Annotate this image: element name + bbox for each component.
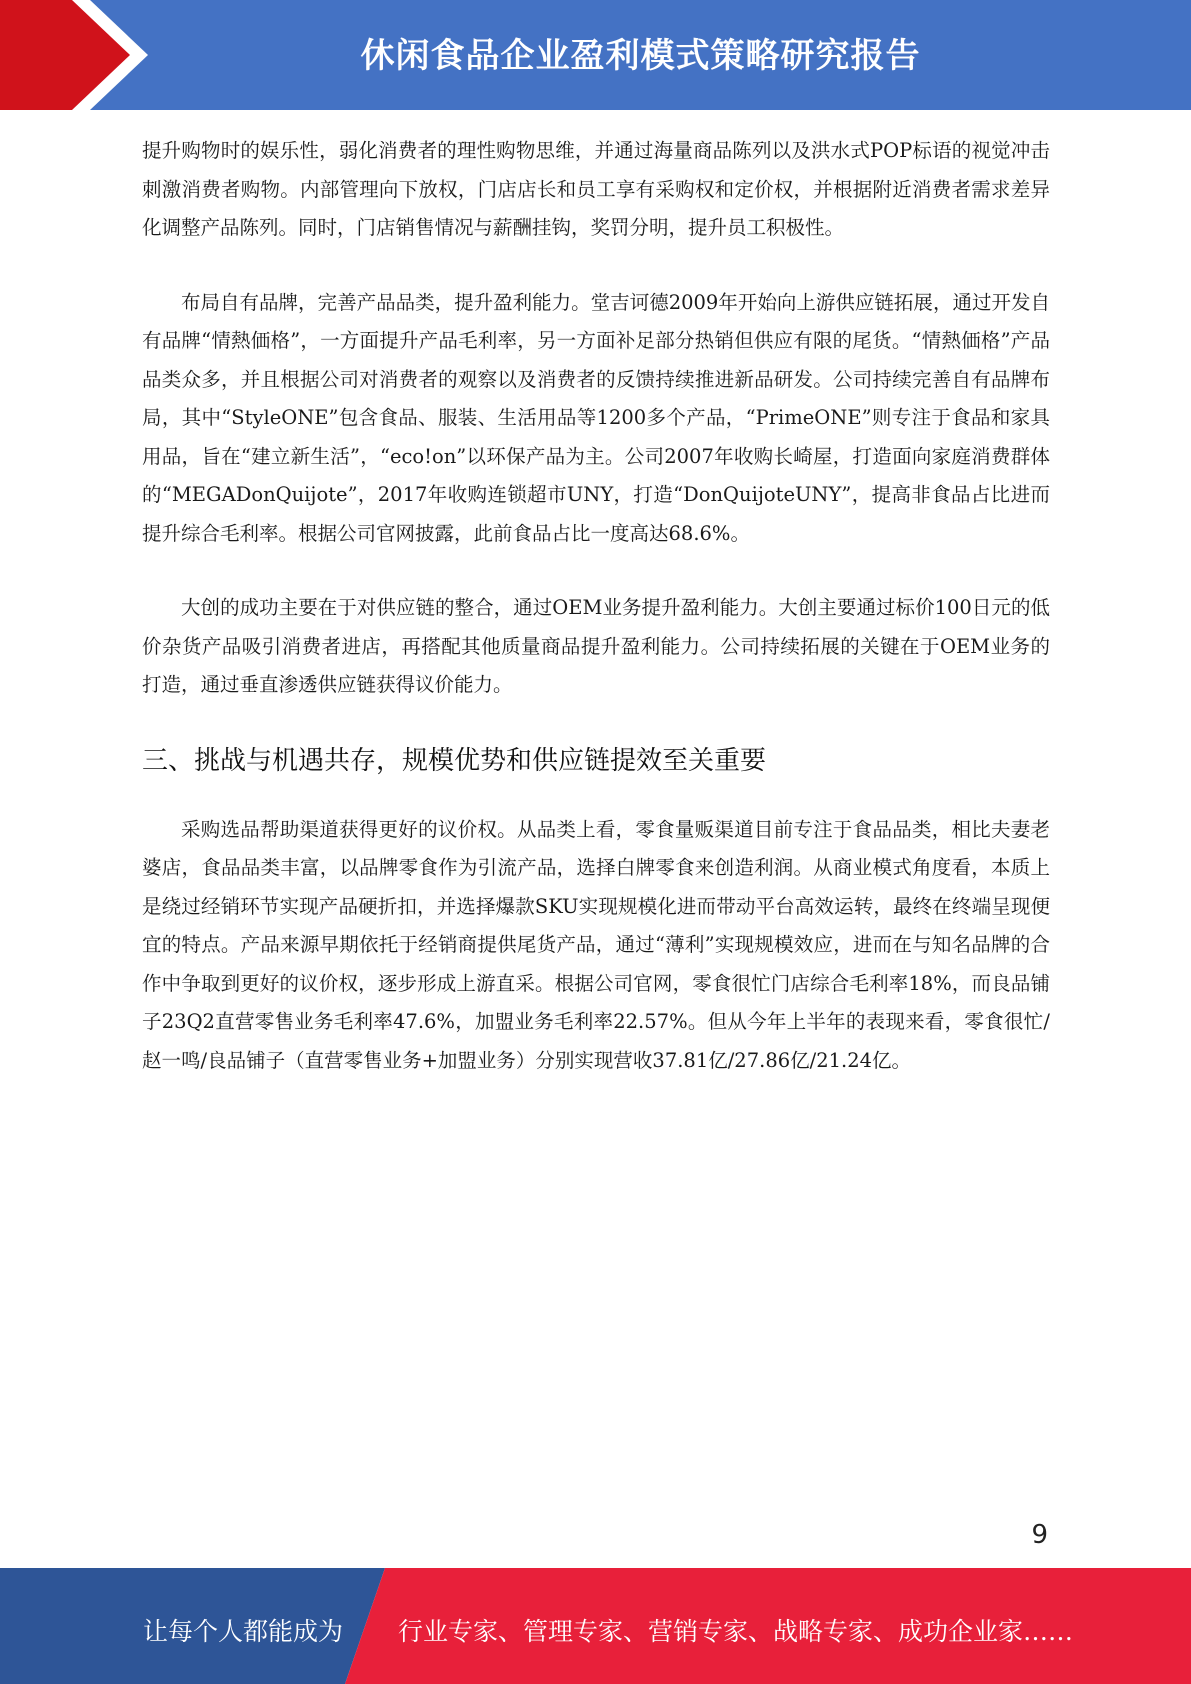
page-number: 9 bbox=[1031, 1520, 1048, 1550]
report-title: 休闲食品企业盈利模式策略研究报告 bbox=[360, 36, 921, 76]
paragraph-3: 大创的成功主要在于对供应链的整合，通过OEM业务提升盈利能力。大创主要通过标价100日元的低价杂货产品吸引消费者进店，再搭配其他质量商品提升盈利能力。公司持续拓展的关键在于OEM业务的打造，通过垂直渗透供应链获得议价能力。 bbox=[142, 596, 1050, 696]
page-footer bbox=[0, 1568, 1191, 1684]
page-header bbox=[0, 0, 1191, 110]
paragraph-4: 采购选品帮助渠道获得更好的议价权。从品类上看，零食量贩渠道目前专注于食品品类，相比夫妻老婆店，食品品类丰富，以品牌零食作为引流产品，选择白牌零食来创造利润。从商业模式角度看，本质上是绕过经销环节实现产品硬折扣，并选择爆款SKU实现规模化进而带动平台高效运转，最终在终端呈现便宜的特点。产品来源早期依托于经销商提供尾货产品，通过“薄利”实现规模效应，进而在与知名品牌的合作中争取到更好的议价权，逐步形成上游直采。根据公司官网，零食很忙门店综合毛利率18%，而良品铺子23Q2直营零售业务毛利率47.6%，加盟业务毛利率22.57%。但从今年上半年的表现来看，零食很忙/赵一鸣/良品铺子（直营零售业务+加盟业务）分别实现营收37.81亿/27.86亿/21.24亿。 bbox=[142, 817, 1050, 1072]
footer-slogan-left: 让每个人都能成为 bbox=[143, 1617, 344, 1646]
page-content bbox=[142, 132, 1050, 1116]
paragraph-1: 提升购物时的娱乐性，弱化消费者的理性购物思维，并通过海量商品陈列以及洪水式POP标语的视觉冲击刺激消费者购物。内部管理向下放权，门店店长和员工享有采购权和定价权，并根据附近消费者需求差异化调整产品陈列。同时，门店销售情况与薪酬挂钩，奖罚分明，提升员工积极性。 bbox=[142, 139, 1050, 239]
footer-slogan-right: 行业专家、管理专家、营销专家、战略专家、成功企业家…… bbox=[398, 1617, 1074, 1646]
paragraph-2: 布局自有品牌，完善产品品类，提升盈利能力。堂吉诃德2009年开始向上游供应链拓展，通过开发自有品牌“情熱価格”，一方面提升产品毛利率，另一方面补足部分热销但供应有限的尾货。“情熱価格”产品品类众多，并且根据公司对消费者的观察以及消费者的反馈持续推进新品研发。公司持续完善自有品牌布局，其中“StyleONE”包含食品、服装、生活用品等1200多个产品，“PrimeONE”则专注于食品和家具用品，旨在“建立新生活”，“eco!on”以环保产品为主。公司2007年收购长崎屋，打造面向家庭消费群体的“MEGADonQuijote”，2017年收购连锁超市UNY，打造“DonQuijoteUNY”，提高非食品占比进而提升综合毛利率。根据公司官网披露，此前食品占比一度高达68.6%。 bbox=[142, 290, 1050, 545]
section-heading: 三、挑战与机遇共存，规模优势和供应链提效至关重要 bbox=[142, 745, 767, 776]
